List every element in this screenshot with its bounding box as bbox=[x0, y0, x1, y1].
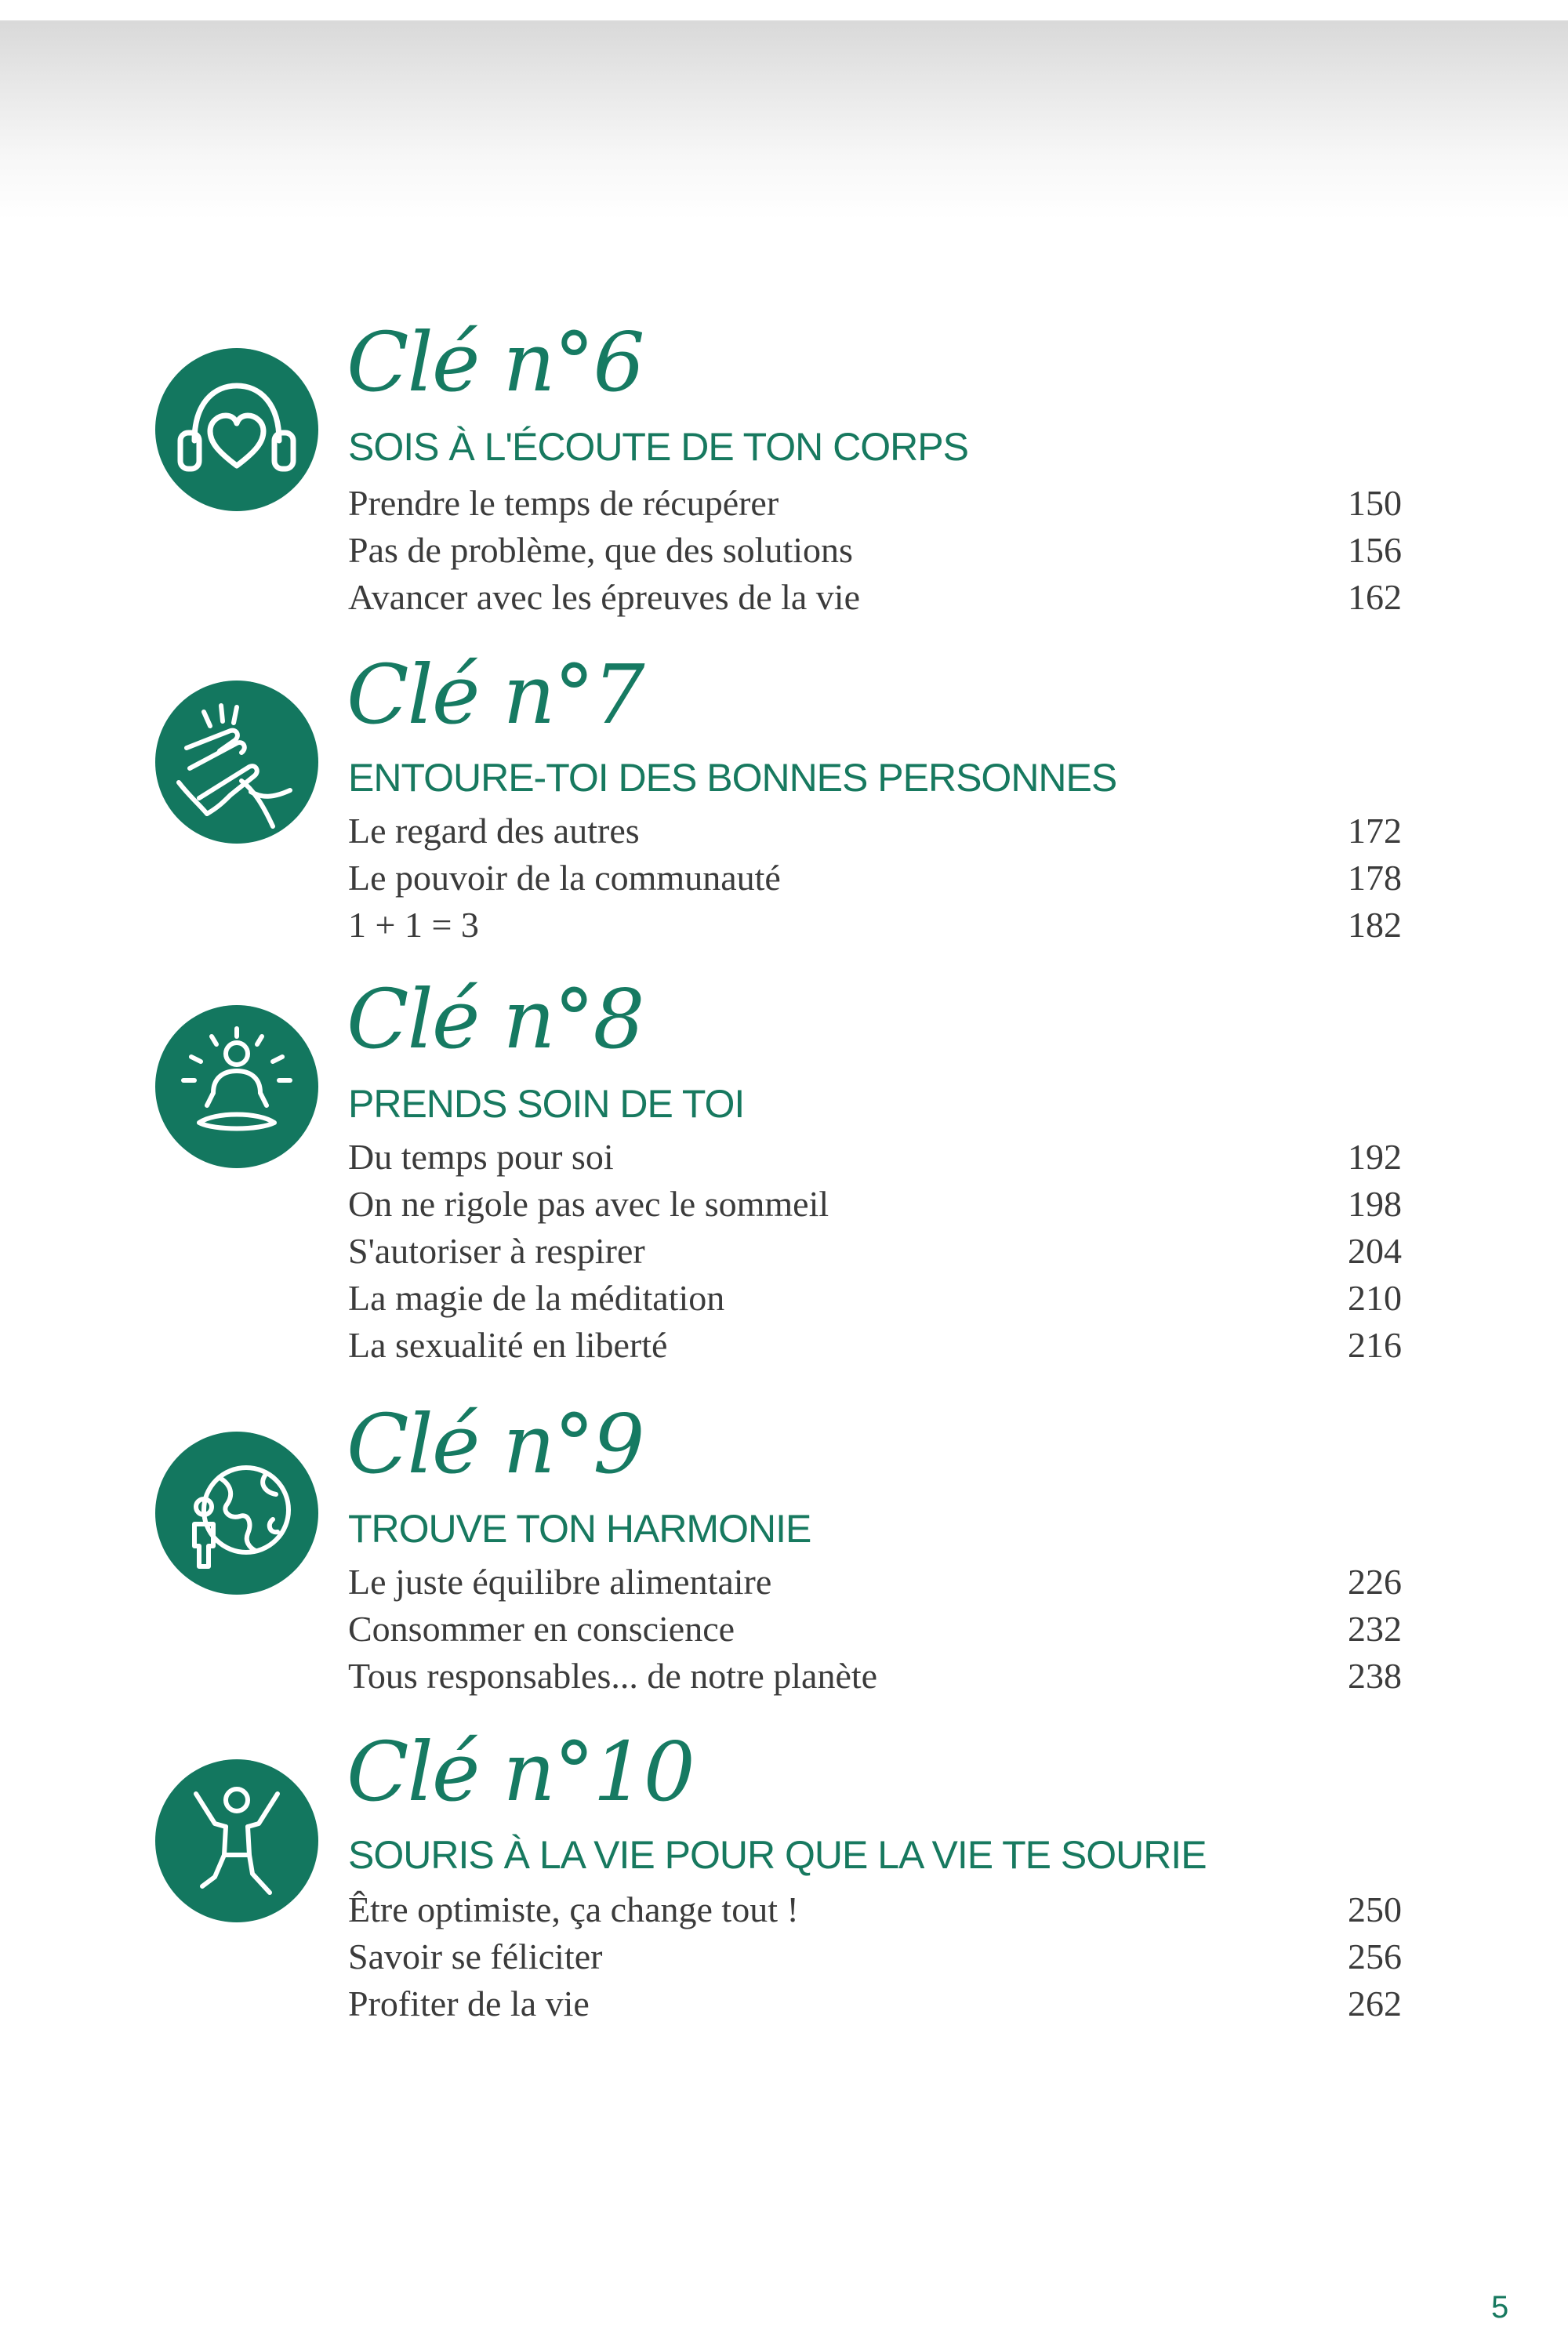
entry-page-number: 178 bbox=[1348, 858, 1402, 898]
entry-page-number: 232 bbox=[1348, 1609, 1402, 1649]
high-five-icon bbox=[155, 681, 318, 844]
key-label: Clé n°7 bbox=[347, 647, 644, 742]
entry-page-number: 192 bbox=[1348, 1137, 1402, 1177]
key-label: Clé n°6 bbox=[347, 314, 644, 410]
toc-entry[interactable] bbox=[348, 574, 1402, 621]
entry-page-number: 162 bbox=[1348, 577, 1402, 617]
entry-title: Du temps pour soi bbox=[348, 1137, 614, 1177]
entry-page-number: 172 bbox=[1348, 811, 1402, 851]
entry-page-number: 262 bbox=[1348, 1984, 1402, 2024]
globe-person-icon bbox=[155, 1432, 318, 1595]
toc-entry[interactable] bbox=[348, 1228, 1402, 1275]
entry-title: Être optimiste, ça change tout ! bbox=[348, 1889, 799, 1929]
key-label: Clé n°10 bbox=[347, 1724, 694, 1820]
entry-title: Avancer avec les épreuves de la vie bbox=[348, 577, 861, 617]
entry-title: La sexualité en liberté bbox=[348, 1325, 668, 1365]
entry-title: Le regard des autres bbox=[348, 811, 640, 851]
entry-title: Pas de problème, que des solutions bbox=[348, 530, 853, 570]
toc-entry[interactable] bbox=[348, 1181, 1402, 1228]
top-shadow bbox=[0, 0, 1568, 220]
entry-title: On ne rigole pas avec le sommeil bbox=[348, 1184, 829, 1224]
key-label: Clé n°8 bbox=[347, 971, 644, 1067]
toc-entry[interactable] bbox=[348, 1275, 1402, 1322]
section-heading: SOURIS À LA VIE POUR QUE LA VIE TE SOURIE bbox=[348, 1833, 1207, 1877]
section-heading: PRENDS SOIN DE TOI bbox=[348, 1082, 745, 1126]
entry-page-number: 238 bbox=[1348, 1656, 1402, 1696]
toc-entry[interactable] bbox=[348, 1886, 1402, 1933]
entry-title: La magie de la méditation bbox=[348, 1278, 725, 1318]
entry-title: 1 + 1 = 3 bbox=[348, 905, 479, 945]
headphones-heart-icon bbox=[155, 348, 318, 511]
toc-entry[interactable] bbox=[348, 1322, 1402, 1369]
toc-entry[interactable] bbox=[348, 1653, 1402, 1700]
entry-title: S'autoriser à respirer bbox=[348, 1231, 645, 1271]
toc-entry[interactable] bbox=[348, 1559, 1402, 1606]
entry-title: Profiter de la vie bbox=[348, 1984, 590, 2024]
toc-entry[interactable] bbox=[348, 527, 1402, 574]
toc-entry[interactable] bbox=[348, 1606, 1402, 1653]
key-label: Clé n°9 bbox=[347, 1396, 644, 1492]
entry-page-number: 182 bbox=[1348, 905, 1402, 945]
entry-page-number: 226 bbox=[1348, 1562, 1402, 1602]
toc-entry[interactable] bbox=[348, 1980, 1402, 2027]
entry-title: Consommer en conscience bbox=[348, 1609, 735, 1649]
entry-page-number: 198 bbox=[1348, 1184, 1402, 1224]
entry-page-number: 150 bbox=[1348, 483, 1402, 523]
section-heading: TROUVE TON HARMONIE bbox=[348, 1507, 811, 1551]
toc-entry[interactable] bbox=[348, 902, 1402, 949]
jumping-person-icon bbox=[155, 1759, 318, 1922]
entry-title: Le juste équilibre alimentaire bbox=[348, 1562, 772, 1602]
entry-page-number: 210 bbox=[1348, 1278, 1402, 1318]
entry-title: Le pouvoir de la communauté bbox=[348, 858, 781, 898]
entry-title: Savoir se féliciter bbox=[348, 1936, 603, 1976]
toc-entry[interactable] bbox=[348, 480, 1402, 527]
section-heading: ENTOURE-TOI DES BONNES PERSONNES bbox=[348, 756, 1117, 800]
toc-entry[interactable] bbox=[348, 808, 1402, 855]
section-heading: SOIS À L'ÉCOUTE DE TON CORPS bbox=[348, 425, 968, 469]
meditation-icon bbox=[155, 1005, 318, 1168]
toc-entry[interactable] bbox=[348, 1134, 1402, 1181]
entry-page-number: 256 bbox=[1348, 1936, 1402, 1976]
toc-entry[interactable] bbox=[348, 855, 1402, 902]
toc-entry[interactable] bbox=[348, 1933, 1402, 1980]
entry-page-number: 216 bbox=[1348, 1325, 1402, 1365]
entry-page-number: 204 bbox=[1348, 1231, 1402, 1271]
page-number: 5 bbox=[1491, 2290, 1509, 2325]
entry-title: Prendre le temps de récupérer bbox=[348, 483, 779, 523]
entry-page-number: 250 bbox=[1348, 1889, 1402, 1929]
entry-page-number: 156 bbox=[1348, 530, 1402, 570]
entry-title: Tous responsables... de notre planète bbox=[348, 1656, 878, 1696]
